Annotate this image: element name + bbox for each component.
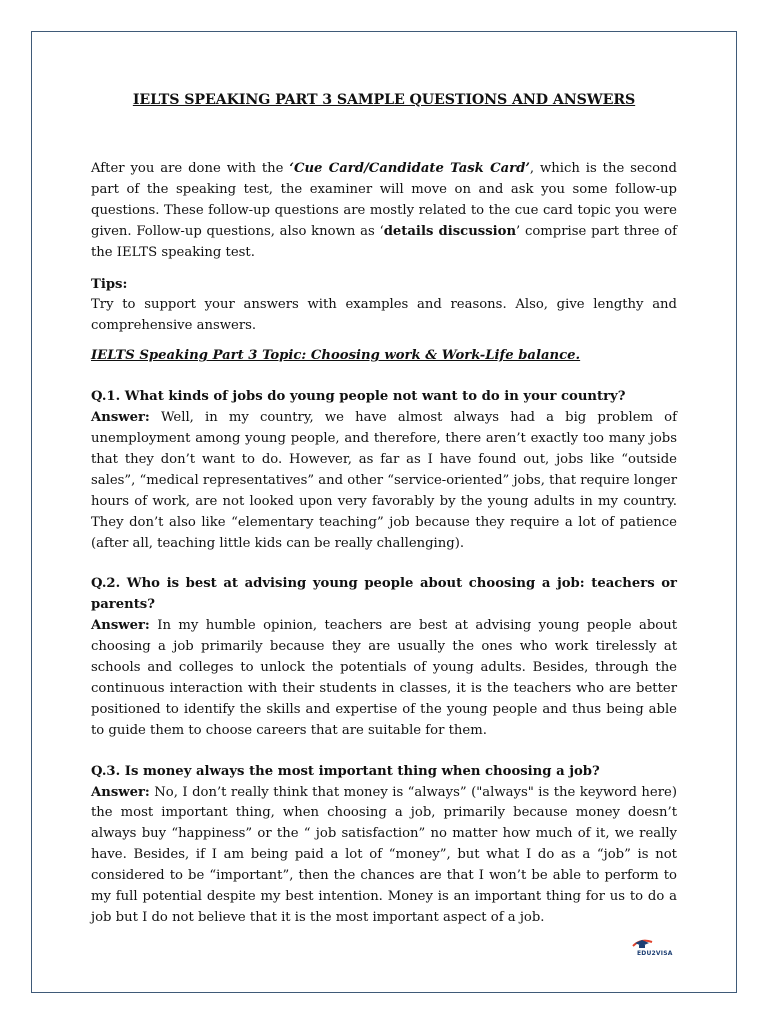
page-title: IELTS SPEAKING PART 3 SAMPLE QUESTIONS AND ANSWERS	[132, 92, 636, 108]
answer-label: Answer:	[91, 618, 150, 634]
document-body	[91, 92, 677, 949]
answer-3	[91, 783, 677, 929]
tips-text: Try to support your answers with examples and reasons. Also, give lengthy and comprehensive answers.	[91, 297, 677, 334]
answer-label: Answer:	[91, 784, 150, 800]
intro-text-2: , which is the second part of the speaking test, the examiner will move on and ask you some follow-up questions. These follow-up questions are mostly related to the cue card topic you were given. Follow-up questions, also known as ‘	[91, 161, 677, 239]
answer-text: No, I don’t really think that money is “always” ("always" is the keyword here) the most important thing, when choosing a job, primarily because money doesn’t always buy “happiness” or the “ job satisfaction” no matter how much of it, we really have. Besides, if I am being paid a lot of “money”, but what I do as a “job” is not considered to be “important”, then the chances are that I won’t be able to perform to my full potential despite my best intention. Money is an important thing for us to do a job but I do not believe that it is the most important aspect of a job.	[91, 784, 677, 925]
tips-heading: Tips:	[91, 276, 128, 292]
cue-card-term: ‘Cue Card/Candidate Task Card’	[289, 161, 530, 176]
intro-text-3: ’ comprise part three of the IELTS speaking test.	[91, 223, 677, 260]
graduation-cap-icon	[631, 937, 653, 951]
intro-paragraph	[91, 159, 677, 264]
logo-text: EDU2VISA	[637, 950, 673, 957]
qa-block-2	[91, 574, 677, 741]
edu2visa-logo	[629, 937, 671, 963]
question-2: Q.2. Who is best at advising young people about choosing a job: teachers or parents?	[91, 576, 677, 613]
question-3: Q.3. Is money always the most important thing when choosing a job?	[91, 763, 600, 779]
answer-1	[91, 408, 677, 554]
answer-text: Well, in my country, we have almost always had a big problem of unemployment among young people, and therefore, there aren’t exactly too many jobs that they don’t want to do. However, as far as I have found out, jobs like “outside sales”, “medical representatives” and other “service-oriented” jobs, that require longer hours of work, are not looked upon very favorably by the young adults in my country. They don’t also like “elementary teaching” job because they require a lot of patience (after all, teaching little kids can be really challenging).	[91, 410, 677, 551]
qa-block-1	[91, 387, 677, 554]
intro-text-1: After you are done with the	[91, 161, 290, 176]
page-frame	[31, 31, 737, 993]
question-1: Q.1. What kinds of jobs do young people not want to do in your country?	[91, 389, 626, 405]
answer-text: In my humble opinion, teachers are best at advising young people about choosing a job primarily because they are usually the ones who work tirelessly at schools and colleges to unlock the potentials of young adults. Besides, through the continuous interaction with their students in classes, it is the teachers who are better positioned to identify the skills and expertise of the young people and thus being able to guide them to choose careers that are suitable for them.	[91, 618, 677, 738]
topic-heading: IELTS Speaking Part 3 Topic: Choosing work & Work-Life balance.	[91, 348, 581, 364]
qa-block-3	[91, 762, 677, 929]
details-discussion-term: details discussion	[383, 223, 517, 239]
answer-label: Answer:	[91, 410, 150, 426]
answer-2	[91, 616, 677, 741]
